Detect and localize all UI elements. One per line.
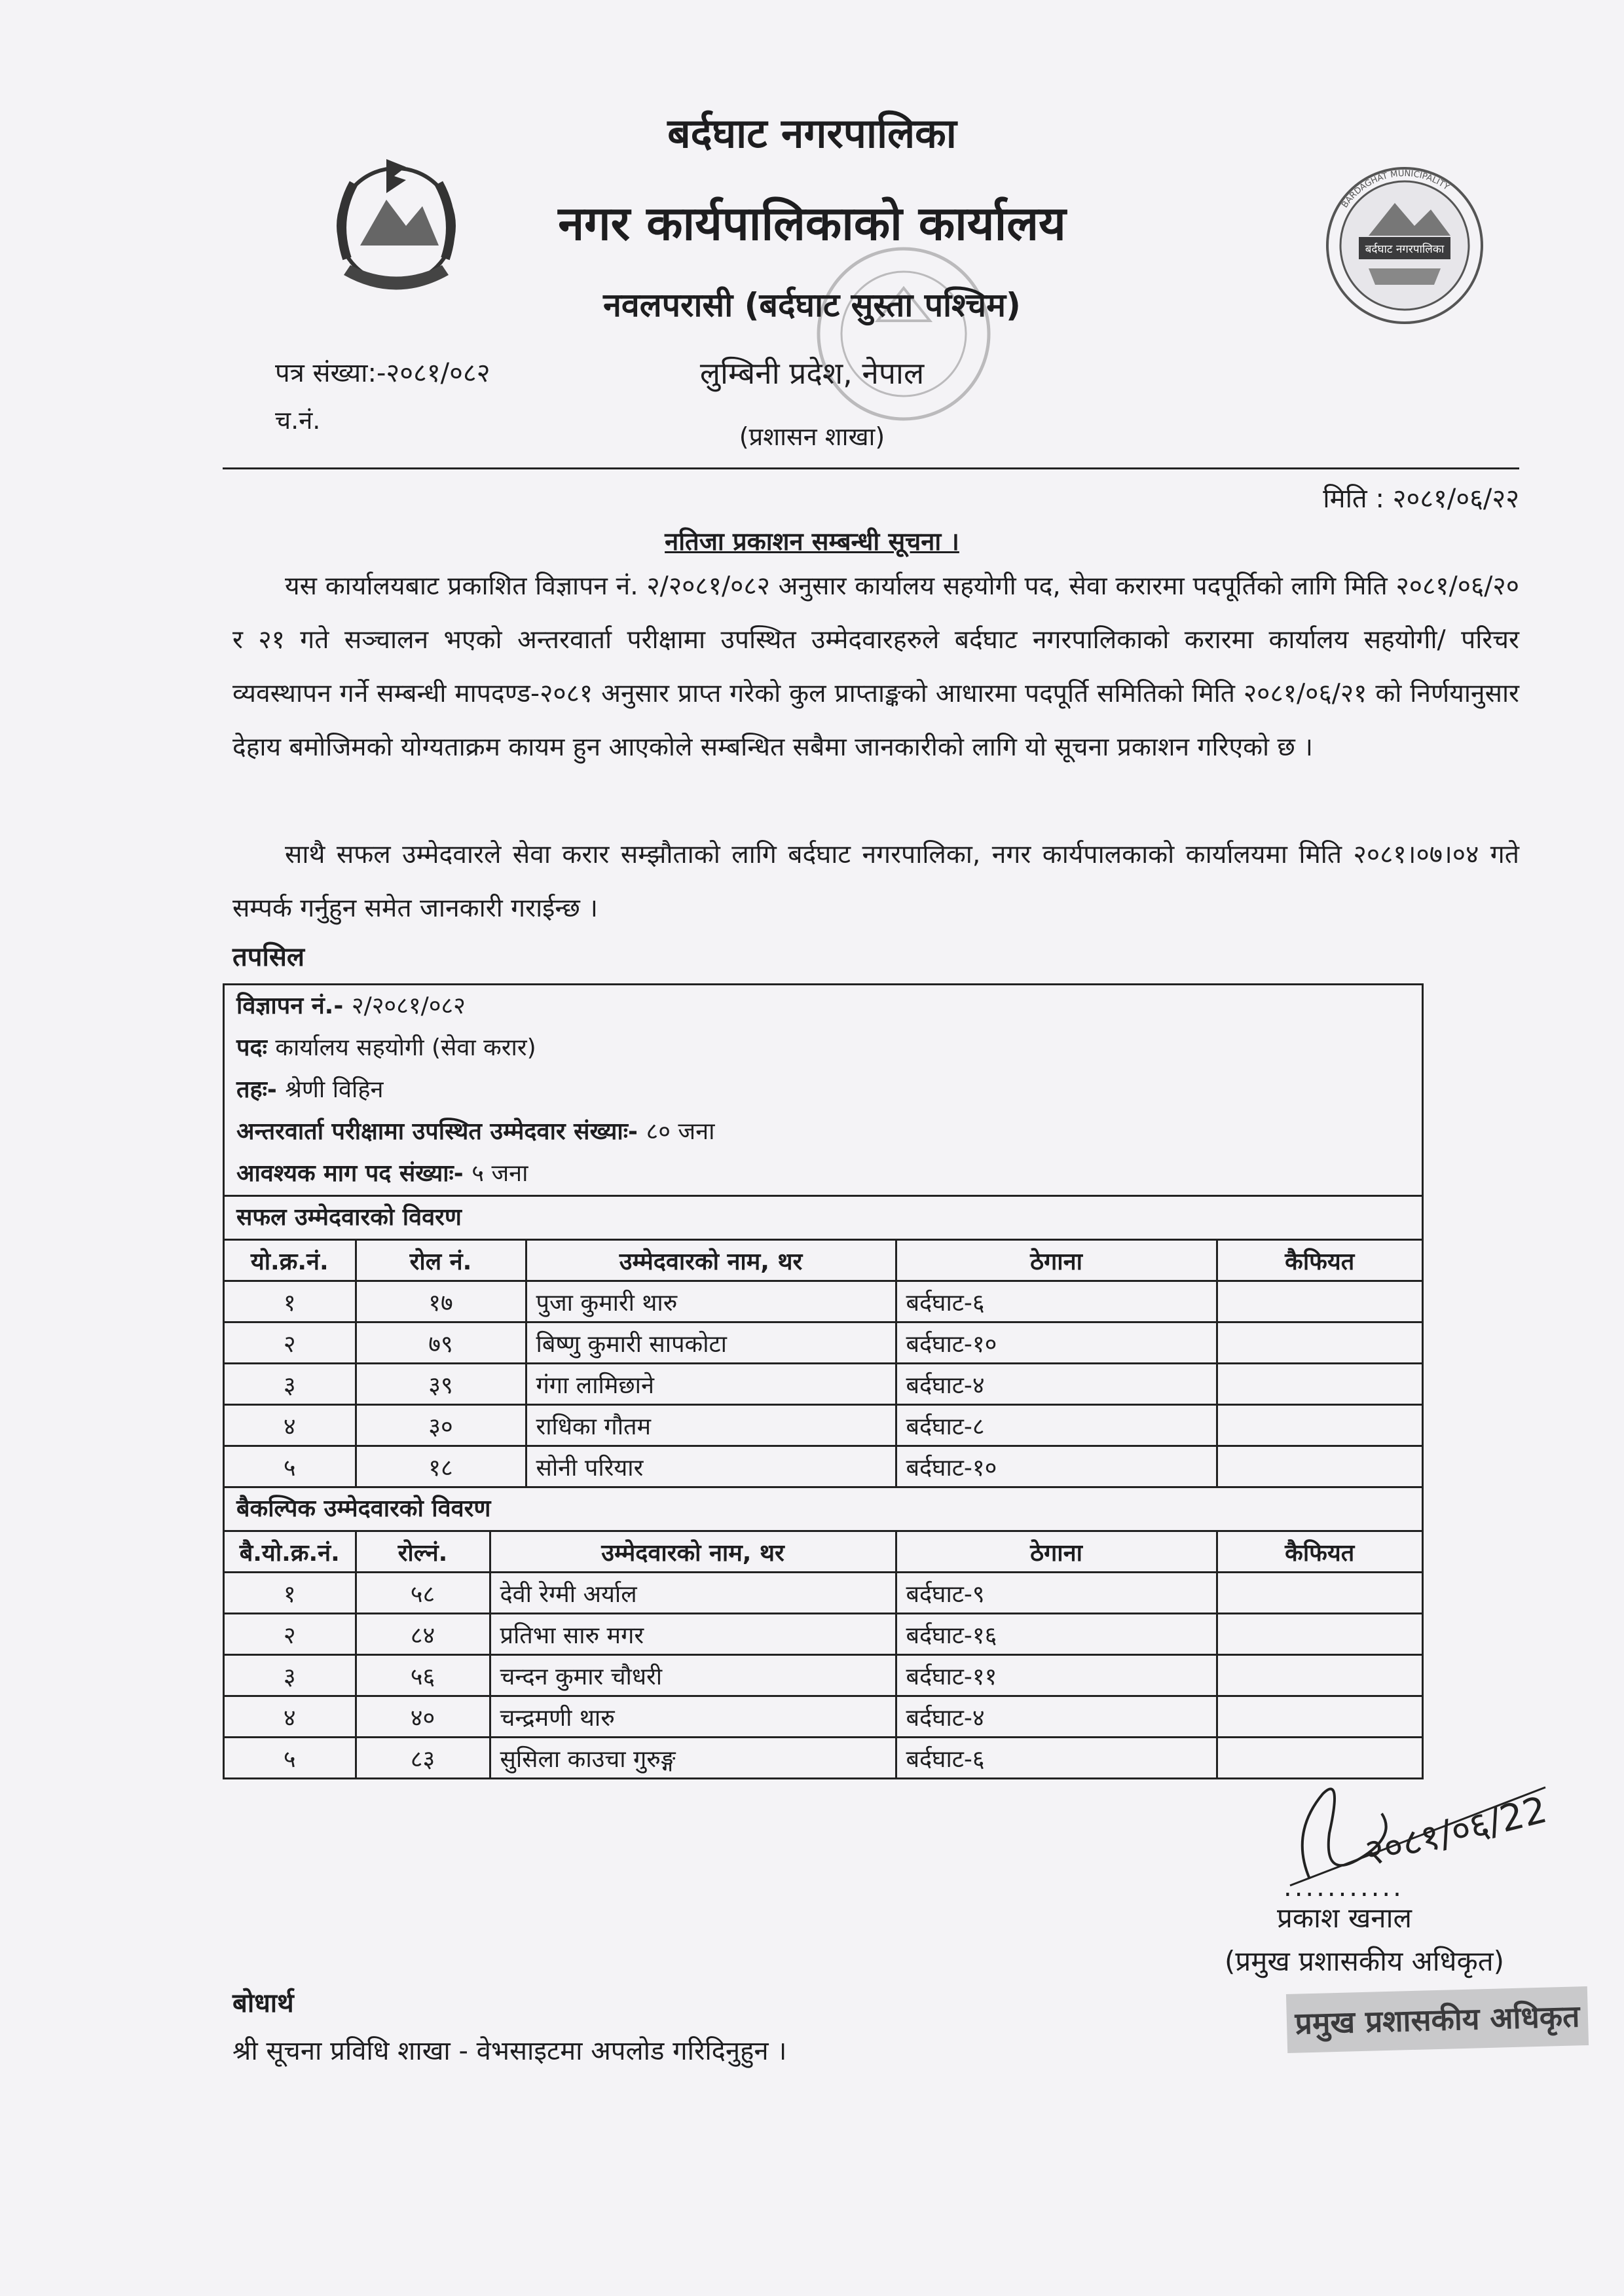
column-header: उम्मेदवारको नाम, थर	[526, 1240, 896, 1281]
roll-cell: ५६	[356, 1655, 490, 1696]
table-row	[225, 1573, 1422, 1614]
roll-cell: ८४	[356, 1614, 490, 1655]
table-header-row	[225, 1531, 1422, 1573]
designation-stamp: प्रमुख प्रशासकीय अधिकृत	[1286, 1986, 1589, 2053]
serial-cell: ३	[225, 1655, 356, 1696]
column-header: ठेगाना	[896, 1240, 1217, 1281]
info-level: तहः- श्रेणी विहिन	[236, 1076, 384, 1103]
table-row	[225, 1696, 1422, 1738]
municipality-name: बर्दघाट नगरपालिका	[667, 109, 957, 157]
roll-cell: ५८	[356, 1573, 490, 1614]
serial-cell: ५	[225, 1446, 356, 1487]
successful-candidates-table	[225, 1239, 1422, 1486]
alternate-section-title: बैकल्पिक उम्मेदवारको विवरण	[225, 1486, 1422, 1530]
notice-paragraph-1: यस कार्यालयबाट प्रकाशित विज्ञापन नं. २/२०८१/०८२ अनुसार कार्यालय सहयोगी पद, सेवा करारमा पदपूर्तिको लागि मिति २०८१/०६/२० र २१ गते सञ्चालन भएको अन्तरवार्ता परीक्षामा उपस्थित उम्मेदवारहरुले बर्दघाट नगरपालिकाको करारमा कार्यालय सहयोगी/ परिचर व्यवस्थापन गर्ने सम्बन्धी मापदण्ड-२०८१ अनुसार प्राप्त गरेको कुल प्राप्ताङ्कको आधारमा पदपूर्ति समितिको मिति २०८१/०६/२१ को निर्णयानुसार देहाय बमोजिमको योग्यताक्रम कायम हुन आएकोले सम्बन्धित सबैमा जानकारीको लागि यो सूचना प्रकाशन गरिएको छ ।	[232, 572, 1519, 762]
successful-section-title: सफल उम्मेदवारको विवरण	[225, 1195, 1422, 1239]
office-seal-icon	[805, 236, 1002, 435]
info-demand: आवश्यक माग पद संख्याः- ५ जना	[236, 1160, 528, 1187]
column-header: रोल नं.	[356, 1240, 526, 1281]
address-cell: बर्दघाट-६	[896, 1738, 1217, 1778]
info-attended: अन्तरवार्ता परीक्षामा उपस्थित उम्मेदवार संख्याः- ८० जना	[236, 1118, 715, 1145]
dispatch-number: च.नं.	[275, 406, 321, 435]
serial-cell: १	[225, 1573, 356, 1614]
roll-cell: १८	[356, 1446, 526, 1487]
branch-line: (प्रशासन शाखा)	[739, 422, 885, 451]
serial-cell: २	[225, 1322, 356, 1364]
cc-line: श्री सूचना प्रविधि शाखा - वेभसाइटमा अपलोड गरिदिनुहुन ।	[232, 2036, 787, 2066]
signature-dots: ...........	[1283, 1872, 1404, 1903]
notice-title: नतिजा प्रकाशन सम्बन्धी सूचना ।	[665, 527, 959, 556]
name-cell: प्रतिभा सारु मगर	[490, 1614, 896, 1655]
name-cell: चन्द्रमणी थारु	[490, 1696, 896, 1738]
alternate-candidates-table	[225, 1530, 1422, 1777]
column-header: बै.यो.क्र.नं.	[225, 1531, 356, 1573]
table-row	[225, 1364, 1422, 1405]
address-cell: बर्दघाट-११	[896, 1655, 1217, 1696]
address-cell: बर्दघाट-१०	[896, 1446, 1217, 1487]
remarks-cell	[1217, 1405, 1422, 1446]
serial-cell: ४	[225, 1696, 356, 1738]
remarks-cell	[1217, 1322, 1422, 1364]
serial-cell: १	[225, 1281, 356, 1322]
schedule-label: तपसिल	[232, 942, 305, 972]
remarks-cell	[1217, 1614, 1422, 1655]
province-line: लुम्बिनी प्रदेश, नेपाल	[699, 355, 925, 391]
column-header: उम्मेदवारको नाम, थर	[490, 1531, 896, 1573]
name-cell: पुजा कुमारी थारु	[526, 1281, 896, 1322]
roll-cell: १७	[356, 1281, 526, 1322]
address-cell: बर्दघाट-८	[896, 1405, 1217, 1446]
signature-date: २०८१/०६/22	[1360, 1788, 1551, 1875]
roll-cell: ७९	[356, 1322, 526, 1364]
remarks-cell	[1217, 1573, 1422, 1614]
name-cell: गंगा लामिछाने	[526, 1364, 896, 1405]
logo-ring-text: BARDAGHAT MUNICIPALITY	[1340, 168, 1451, 210]
roll-cell: ३०	[356, 1405, 526, 1446]
remarks-cell	[1217, 1655, 1422, 1696]
remarks-cell	[1217, 1446, 1422, 1487]
name-cell: देवी रेग्मी अर्याल	[490, 1573, 896, 1614]
letter-reference-number: पत्र संख्या:-२०८१/०८२	[275, 358, 490, 388]
office-name: नगर कार्यपालिकाको कार्यालय	[558, 196, 1066, 251]
column-header: यो.क्र.नं.	[225, 1240, 356, 1281]
column-header: कैफियत	[1217, 1531, 1422, 1573]
table-row	[225, 1322, 1422, 1364]
notice-paragraph-2: साथै सफल उम्मेदवारले सेवा करार सम्झौताको लागि बर्दघाट नगरपालिका, नगर कार्यपालकाको कार्यालयमा मिति २०८१।०७।०४ गते सम्पर्क गर्नुहुन समेत जानकारी गराईन्छ ।	[232, 840, 1519, 923]
name-cell: चन्दन कुमार चौधरी	[490, 1655, 896, 1696]
district-line: नवलपरासी (बर्दघाट सुस्ता पश्चिम)	[603, 286, 1021, 324]
address-cell: बर्दघाट-४	[896, 1696, 1217, 1738]
address-cell: बर्दघाट-१०	[896, 1322, 1217, 1364]
remarks-cell	[1217, 1364, 1422, 1405]
name-cell: सुसिला काउचा गुरुङ्ग	[490, 1738, 896, 1778]
table-header-row	[225, 1240, 1422, 1281]
serial-cell: ४	[225, 1405, 356, 1446]
header-divider	[223, 467, 1519, 469]
serial-cell: ३	[225, 1364, 356, 1405]
letter-date: मिति : २०८१/०६/२२	[1323, 484, 1519, 514]
address-cell: बर्दघाट-१६	[896, 1614, 1217, 1655]
name-cell: राधिका गौतम	[526, 1405, 896, 1446]
roll-cell: ८३	[356, 1738, 490, 1778]
column-header: रोल्नं.	[356, 1531, 490, 1573]
table-row	[225, 1738, 1422, 1778]
address-cell: बर्दघाट-४	[896, 1364, 1217, 1405]
cc-label: बोधार्थ	[232, 1988, 294, 2018]
name-cell: सोनी परियार	[526, 1446, 896, 1487]
column-header: ठेगाना	[896, 1531, 1217, 1573]
signatory-post: (प्रमुख प्रशासकीय अधिकृत)	[1225, 1945, 1505, 1977]
serial-cell: २	[225, 1614, 356, 1655]
address-cell: बर्दघाट-९	[896, 1573, 1217, 1614]
results-table	[223, 983, 1424, 1779]
table-row	[225, 1655, 1422, 1696]
info-ad-number: विज्ञापन नं.- २/२०८१/०८२	[236, 993, 466, 1019]
address-cell: बर्दघाट-६	[896, 1281, 1217, 1322]
table-row	[225, 1446, 1422, 1487]
roll-cell: ४०	[356, 1696, 490, 1738]
info-post: पदः कार्यालय सहयोगी (सेवा करार)	[236, 1034, 536, 1061]
roll-cell: ३९	[356, 1364, 526, 1405]
signatory-name: प्रकाश खनाल	[1277, 1902, 1412, 1934]
table-row	[225, 1614, 1422, 1655]
table-row	[225, 1405, 1422, 1446]
remarks-cell	[1217, 1281, 1422, 1322]
column-header: कैफियत	[1217, 1240, 1422, 1281]
remarks-cell	[1217, 1696, 1422, 1738]
logo-text: बर्दघाट नगरपालिका	[1365, 243, 1445, 256]
table-row	[225, 1281, 1422, 1322]
name-cell: बिष्णु कुमारी सापकोटा	[526, 1322, 896, 1364]
serial-cell: ५	[225, 1738, 356, 1778]
